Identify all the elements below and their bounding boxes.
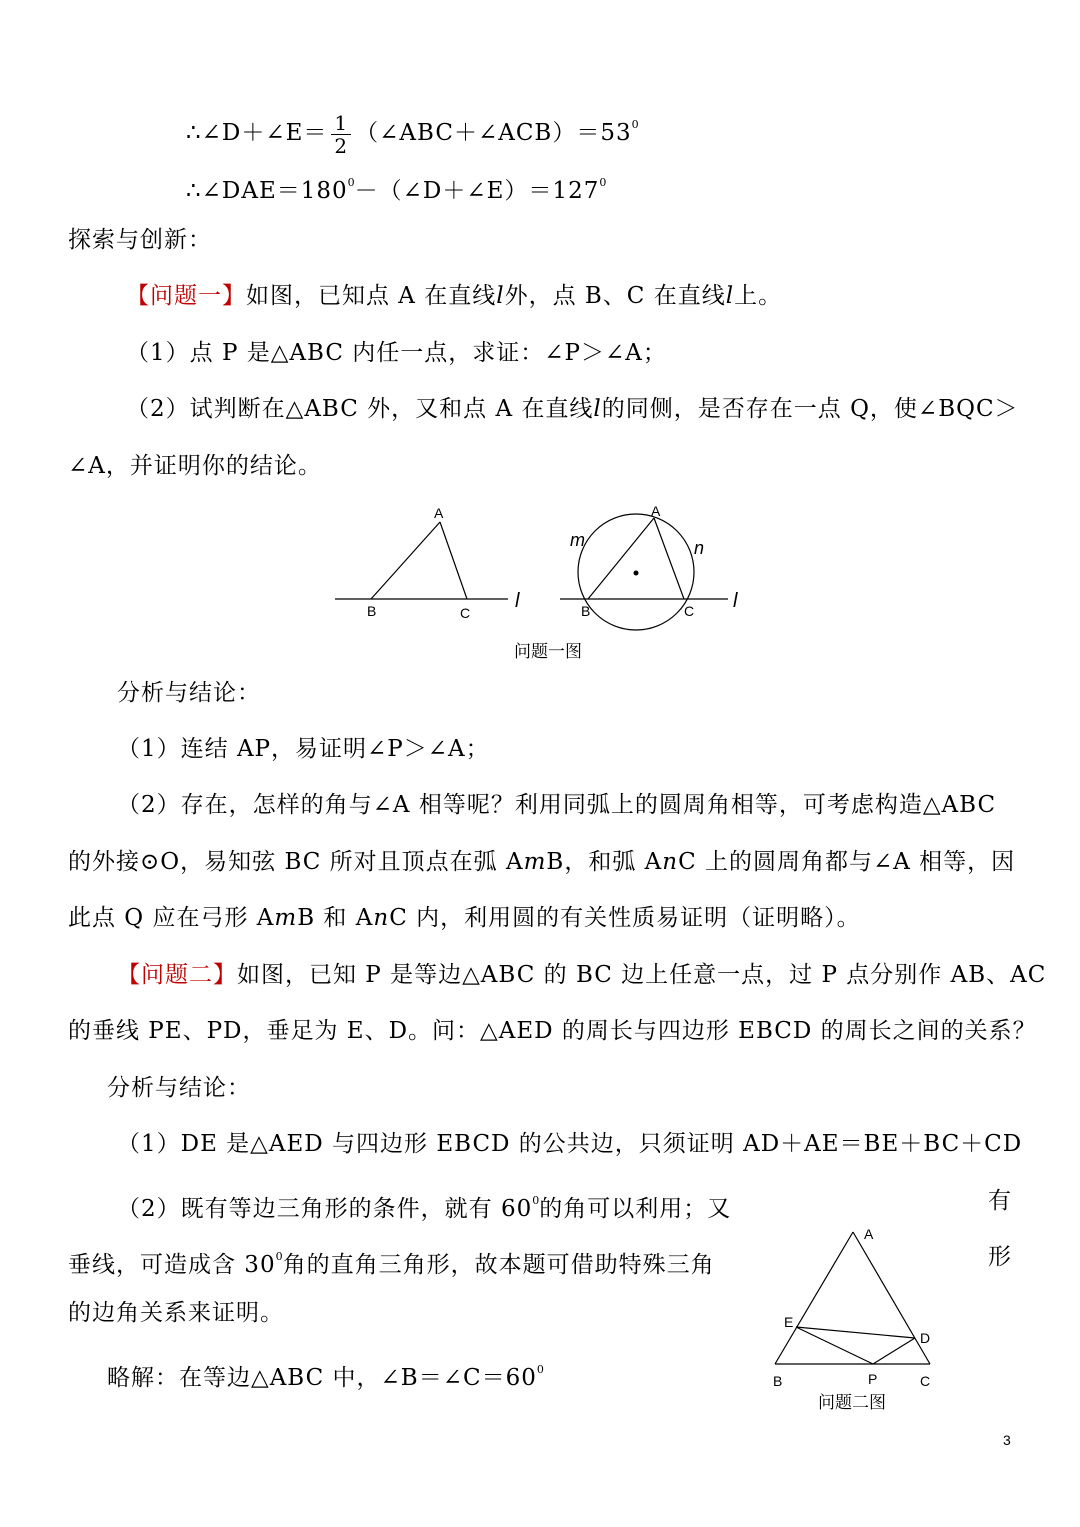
analysis-1-heading: 分析与结论： (117, 680, 261, 706)
problem-2-tag: 【问题二】 (117, 962, 237, 988)
a1-p3-c: C 上的圆周角都与∠A 相等，因 (678, 849, 1016, 875)
a1-p4-a: 此点 Q 应在弓形 A (68, 905, 275, 931)
degree-sup: 0 (347, 176, 355, 189)
label-d: D (920, 1330, 931, 1346)
label-a: A (651, 503, 661, 519)
arc-n-italic: n (373, 905, 390, 931)
eq1-right: （∠ABC＋∠ACB）＝53 (355, 120, 632, 146)
degree-sup: 0 (275, 1250, 283, 1263)
a2-p3-a: 垂线，可造成含 30 (68, 1252, 276, 1278)
q1-p2-b: 的同侧，是否存在一点 Q，使∠BQC＞ (601, 396, 1019, 422)
a2-p3-b: 角的直角三角形，故本题可借助特殊三角 (282, 1252, 715, 1278)
degree-sup: 0 (532, 1194, 540, 1207)
arc-n-italic: n (662, 849, 679, 875)
analysis-1-part-2: （2）存在，怎样的角与∠A 相等呢？利用同弧上的圆周角相等，可考虑构造△ABC (117, 792, 997, 818)
label-e: E (784, 1314, 794, 1330)
analysis-2-part-2-line-2 (68, 1242, 715, 1280)
section-heading: 探索与创新： (68, 227, 212, 253)
equation-line-1 (186, 110, 639, 157)
problem-1-part-2 (126, 394, 1019, 424)
line-l-italic: l (496, 283, 505, 309)
analysis-2-part-2-end: 有 (988, 1188, 1012, 1214)
line-l-italic: l (725, 283, 735, 309)
side-ab (775, 1232, 853, 1364)
label-p: P (868, 1371, 878, 1387)
segment-pd (873, 1338, 915, 1364)
side-ac (440, 522, 467, 599)
analysis-2-heading: 分析与结论： (107, 1075, 251, 1101)
arc-m-italic: m (523, 849, 547, 875)
a2-p2-b: 的角可以利用；又 (539, 1196, 732, 1222)
line-l-italic: l (593, 396, 602, 422)
analysis-1-part-1: （1）连结 AP，易证明∠P＞∠A； (117, 736, 490, 762)
analysis-1-part-2-line-2 (68, 847, 1015, 877)
problem-2-statement-cont: 的垂线 PE、PD，垂足为 E、D。问：△AED 的周长与四边形 EBCD 的周长之间的关系？ (68, 1018, 1037, 1044)
a1-p3-a: 的外接⊙O，易知弦 BC 所对且顶点在弧 A (68, 849, 524, 875)
analysis-2-part-2 (117, 1186, 731, 1224)
side-ac (654, 518, 684, 599)
label-a: A (434, 505, 444, 521)
problem-1-part-2-cont: ∠A，并证明你的结论。 (68, 453, 322, 479)
figure-1-caption: 问题一图 (514, 642, 582, 662)
side-ab (371, 522, 440, 599)
label-n: n (694, 538, 705, 558)
degree-sup: 0 (599, 176, 607, 189)
label-a: A (864, 1226, 874, 1242)
degree-sup: 0 (631, 118, 639, 131)
label-b: B (773, 1373, 783, 1389)
brief-solution (107, 1355, 544, 1393)
degree-sup: 0 (536, 1363, 544, 1376)
fraction-numerator: 1 (331, 112, 351, 135)
label-l: l (515, 590, 520, 612)
figure-1-right (560, 500, 760, 635)
analysis-2-part-1: （1）DE 是△AED 与四边形 EBCD 的公共边，只须证明 AD＋AE＝BE＋BC＋CD (117, 1131, 1023, 1157)
problem-2-statement (117, 960, 1046, 990)
eq1-left: ∴∠D＋∠E＝ (186, 120, 328, 146)
q1-text-b: 外，点 B、C 在直线 (504, 283, 726, 309)
a2-p5-a: 略解：在等边△ABC 中，∠B＝∠C＝60 (107, 1365, 537, 1391)
a2-p2-a: （2）既有等边三角形的条件，就有 60 (117, 1196, 533, 1222)
q2-text: 如图，已知 P 是等边△ABC 的 BC 边上任意一点，过 P 点分别作 AB、AC (237, 962, 1047, 988)
eq2-b: －（∠D＋∠E）＝127 (354, 178, 600, 204)
fraction-half (331, 112, 351, 157)
page-number: 3 (1003, 1432, 1011, 1448)
label-m: m (570, 530, 585, 550)
side-ab (588, 518, 654, 599)
problem-1-statement (126, 281, 782, 311)
a1-p4-b: B 和 A (297, 905, 374, 931)
figure-1-left (330, 500, 530, 630)
equation-line-2 (186, 168, 606, 206)
fraction-denominator: 2 (334, 133, 349, 158)
label-c: C (460, 605, 471, 621)
analysis-1-part-2-line-3 (68, 903, 861, 933)
a1-p3-b: B，和弧 A (546, 849, 663, 875)
analysis-2-part-2-line-2-end: 形 (988, 1244, 1012, 1270)
figure-2 (765, 1220, 945, 1395)
center-o (634, 571, 639, 576)
a1-p4-c: C 内，利用圆的有关性质易证明（证明略）。 (389, 905, 861, 931)
analysis-2-part-2-line-3: 的边角关系来证明。 (68, 1300, 284, 1326)
label-c: C (684, 603, 695, 619)
segment-ed (796, 1327, 915, 1338)
eq2-a: ∴∠DAE＝180 (186, 178, 348, 204)
label-c: C (920, 1373, 931, 1389)
q1-text-c: 上。 (734, 283, 783, 309)
side-ac (853, 1232, 930, 1364)
problem-1-part-1: （1）点 P 是△ABC 内任一点，求证：∠P＞∠A； (126, 340, 667, 366)
problem-1-tag: 【问题一】 (126, 283, 246, 309)
label-b: B (581, 603, 591, 619)
q1-p2-a: （2）试判断在△ABC 外，又和点 A 在直线 (126, 396, 594, 422)
label-b: B (367, 603, 377, 619)
label-l: l (733, 590, 738, 612)
arc-m-italic: m (274, 905, 298, 931)
figure-2-caption: 问题二图 (818, 1393, 886, 1413)
q1-text-a: 如图，已知点 A 在直线 (246, 283, 497, 309)
